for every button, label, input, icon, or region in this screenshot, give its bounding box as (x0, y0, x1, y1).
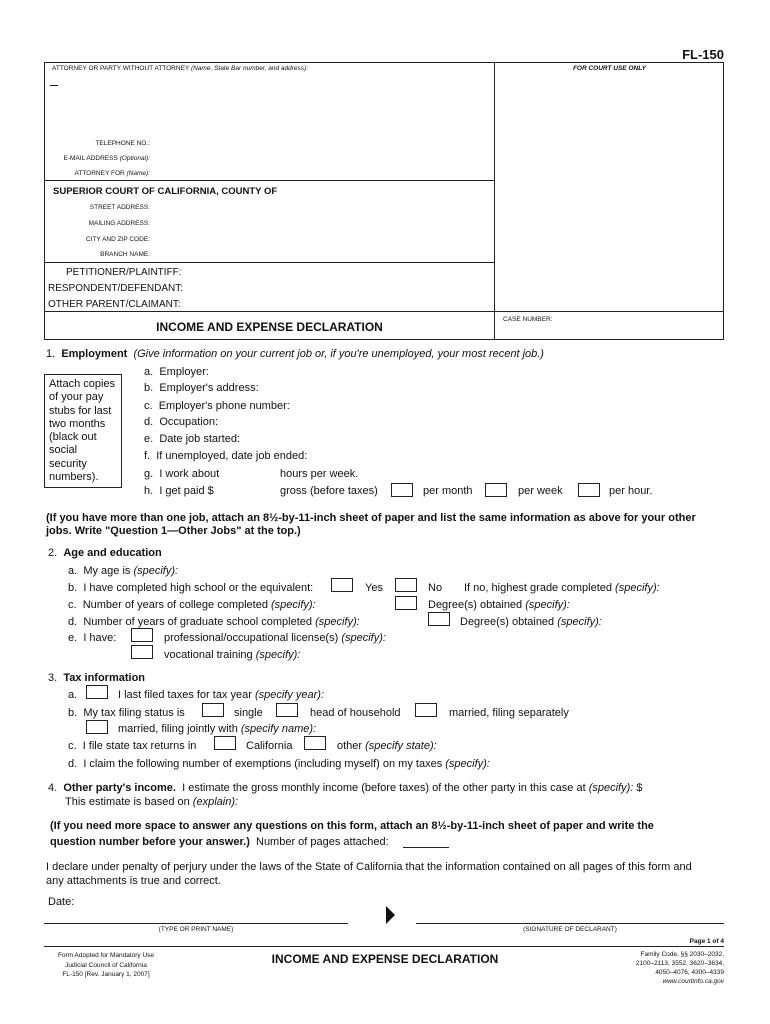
sidebox-line: two months (49, 417, 106, 430)
branch-name-label: BRANCH NAME: (100, 251, 150, 258)
declaration-line2: any attachments is true and correct. (46, 875, 221, 887)
married-jointly-checkbox[interactable] (86, 720, 108, 734)
license-label: professional/occupational license(s) (specify): (164, 632, 386, 644)
single-label: single (234, 707, 263, 719)
email-label: E-MAIL ADDRESS (Optional): (63, 155, 150, 162)
q1-note-line1: (If you have more than one job, attach an 8½-by-11-inch sheet of paper and list the same information as above for your other (46, 512, 696, 524)
footer-title: INCOME AND EXPENSE DECLARATION (271, 952, 499, 966)
license-checkbox[interactable] (131, 628, 153, 642)
married-separately-label: married, filing separately (449, 707, 569, 719)
hs-yes-checkbox[interactable] (331, 578, 353, 592)
q4-basis: This estimate is based on (explain): (65, 796, 239, 808)
q1-item-g: g. I work about (144, 468, 220, 480)
declaration-line1: I declare under penalty of perjury under the laws of the State of California that the information contained on all pages of this form and (46, 861, 692, 873)
courtinfo-link[interactable]: www.courtinfo.ca.gov (662, 978, 724, 985)
q1-item-e: e. Date job started: (144, 433, 241, 445)
hours-per-week-label: hours per week. (280, 468, 359, 480)
code-citations (560, 950, 724, 986)
head-of-household-checkbox[interactable] (276, 703, 298, 717)
code-line: 2100–2113, 3552, 3620–3634, (635, 960, 724, 967)
sidebox-line: Attach copies (49, 378, 116, 390)
q3-item-c: c. I file state tax returns in (68, 740, 197, 752)
q1-item-b: b. Employer's address: (144, 382, 259, 394)
married-separately-checkbox[interactable] (415, 703, 437, 717)
sidebox-line: social (49, 444, 78, 457)
sidebox-line: (black out (49, 431, 97, 444)
gross-label: gross (before taxes) (280, 485, 378, 497)
attorney-label: ATTORNEY OR PARTY WITHOUT ATTORNEY (Name, State Bar number, and address): (52, 65, 309, 72)
court-title: SUPERIOR COURT OF CALIFORNIA, COUNTY OF (53, 186, 278, 197)
telephone-label: TELEPHONE NO.: (95, 140, 150, 147)
per-hour-label: per hour. (609, 485, 653, 497)
q2-heading: 2. Age and education (48, 547, 162, 559)
per-month-label: per month (423, 485, 473, 497)
college-degree-checkbox[interactable] (395, 596, 417, 610)
court-use-label: FOR COURT USE ONLY (572, 65, 647, 72)
tax-year-label: I last filed taxes for tax year (specify year): (118, 689, 325, 701)
q3-item-a-letter: a. (68, 689, 78, 701)
q3-item-b: b. My tax filing status is (68, 707, 185, 719)
adopted-info (44, 951, 168, 980)
grad-degree-label: Degree(s) obtained (specify): (460, 616, 602, 628)
q1-item-f: f. If unemployed, date job ended: (144, 450, 308, 462)
q3-heading: 3. Tax information (48, 672, 146, 684)
highest-grade-label: If no, highest grade completed (specify): (464, 582, 660, 594)
adopted-line: Form Adopted for Mandatory Use (57, 952, 155, 959)
q2-item-b: b. I have completed high school or the equivalent: (68, 582, 314, 594)
case-number-label: CASE NUMBER: (503, 316, 553, 323)
paystub-note-box (44, 374, 122, 488)
hs-no-label: No (428, 582, 443, 594)
head-of-household-label: head of household (310, 707, 401, 719)
form-id: FL-150 (682, 47, 724, 62)
q3-item-d: d. I claim the following number of exemptions (including myself) on my taxes (specify): (68, 758, 490, 770)
hs-yes-label: Yes (365, 582, 383, 594)
vocational-label: vocational training (specify): (164, 649, 301, 661)
california-label: California (246, 740, 293, 752)
code-line: Family Code, §§ 2030–2032, (640, 951, 724, 958)
attorney-for-label: ATTORNEY FOR (Name): (74, 170, 150, 177)
college-degree-label: Degree(s) obtained (specify): (428, 599, 570, 611)
mailing-address-label: MAILING ADDRESS: (88, 220, 150, 227)
date-label: Date: (48, 896, 75, 908)
form-title: INCOME AND EXPENSE DECLARATION (156, 320, 383, 334)
other-state-label: other (specify state): (337, 740, 437, 752)
per-week-label: per week (518, 485, 563, 497)
q1-item-a: a. Employer: (144, 366, 209, 378)
type-name-label: (TYPE OR PRINT NAME) (158, 926, 234, 933)
q1-item-h: h. I get paid $ (144, 485, 214, 497)
sidebox-line: stubs for last (49, 404, 112, 417)
respondent-label: RESPONDENT/DEFENDANT: (48, 283, 184, 294)
other-state-checkbox[interactable] (304, 736, 326, 750)
tax-year-checkbox[interactable] (86, 685, 108, 699)
other-parent-label: OTHER PARENT/CLAIMANT: (48, 299, 181, 310)
adopted-line: Judicial Council of California (65, 961, 147, 969)
q1-item-d: d. Occupation: (144, 416, 219, 428)
q2-item-d: d. Number of years of graduate school completed (specify): (68, 616, 360, 628)
per-week-checkbox[interactable] (485, 483, 507, 497)
sidebox-line: security (49, 457, 87, 470)
more-space-line2: question number before your answer.) Number of pages attached: (50, 836, 389, 848)
married-jointly-label: married, filing jointly with (specify name): (118, 723, 317, 735)
hs-no-checkbox[interactable] (395, 578, 417, 592)
per-month-checkbox[interactable] (391, 483, 413, 497)
petitioner-label: PETITIONER/PLAINTIFF: (66, 267, 182, 278)
california-checkbox[interactable] (214, 736, 236, 750)
q1-heading: 1. Employment (Give information on your current job or, if you're unemployed, your most recent job.) (46, 348, 544, 360)
city-zip-label: CITY AND ZIP CODE: (85, 236, 150, 243)
adopted-line: FL-150 [Rev. January 1, 2007] (62, 971, 150, 978)
single-checkbox[interactable] (202, 703, 224, 717)
q2-item-a: a. My age is (specify): (68, 565, 179, 577)
per-hour-checkbox[interactable] (578, 483, 600, 497)
grad-degree-checkbox[interactable] (428, 612, 450, 626)
q1-item-c: c. Employer's phone number: (144, 400, 290, 412)
vocational-checkbox[interactable] (131, 645, 153, 659)
sidebox-line: of your pay (49, 391, 104, 404)
q1-note-line2: jobs. Write "Question 1—Other Jobs" at the top.) (46, 525, 301, 537)
code-line: 4050–4076, 4300–4339 (655, 969, 724, 976)
q4-heading: 4. Other party's income. I estimate the gross monthly income (before taxes) of the other party in this case at (specify): $ (48, 782, 643, 794)
page-number: Page 1 of 4 (689, 938, 724, 945)
signature-label: (SIGNATURE OF DECLARANT) (523, 926, 617, 933)
sidebox-line: numbers). (49, 471, 99, 484)
more-space-line1: (If you need more space to answer any questions on this form, attach an 8½-by-11-inch sheet of paper and write the (50, 820, 654, 832)
q2-item-c: c. Number of years of college completed (specify): (68, 599, 316, 611)
street-address-label: STREET ADDRESS: (89, 204, 150, 211)
signature-arrow-icon (386, 906, 395, 924)
q2-item-e: e. I have: (68, 632, 117, 644)
